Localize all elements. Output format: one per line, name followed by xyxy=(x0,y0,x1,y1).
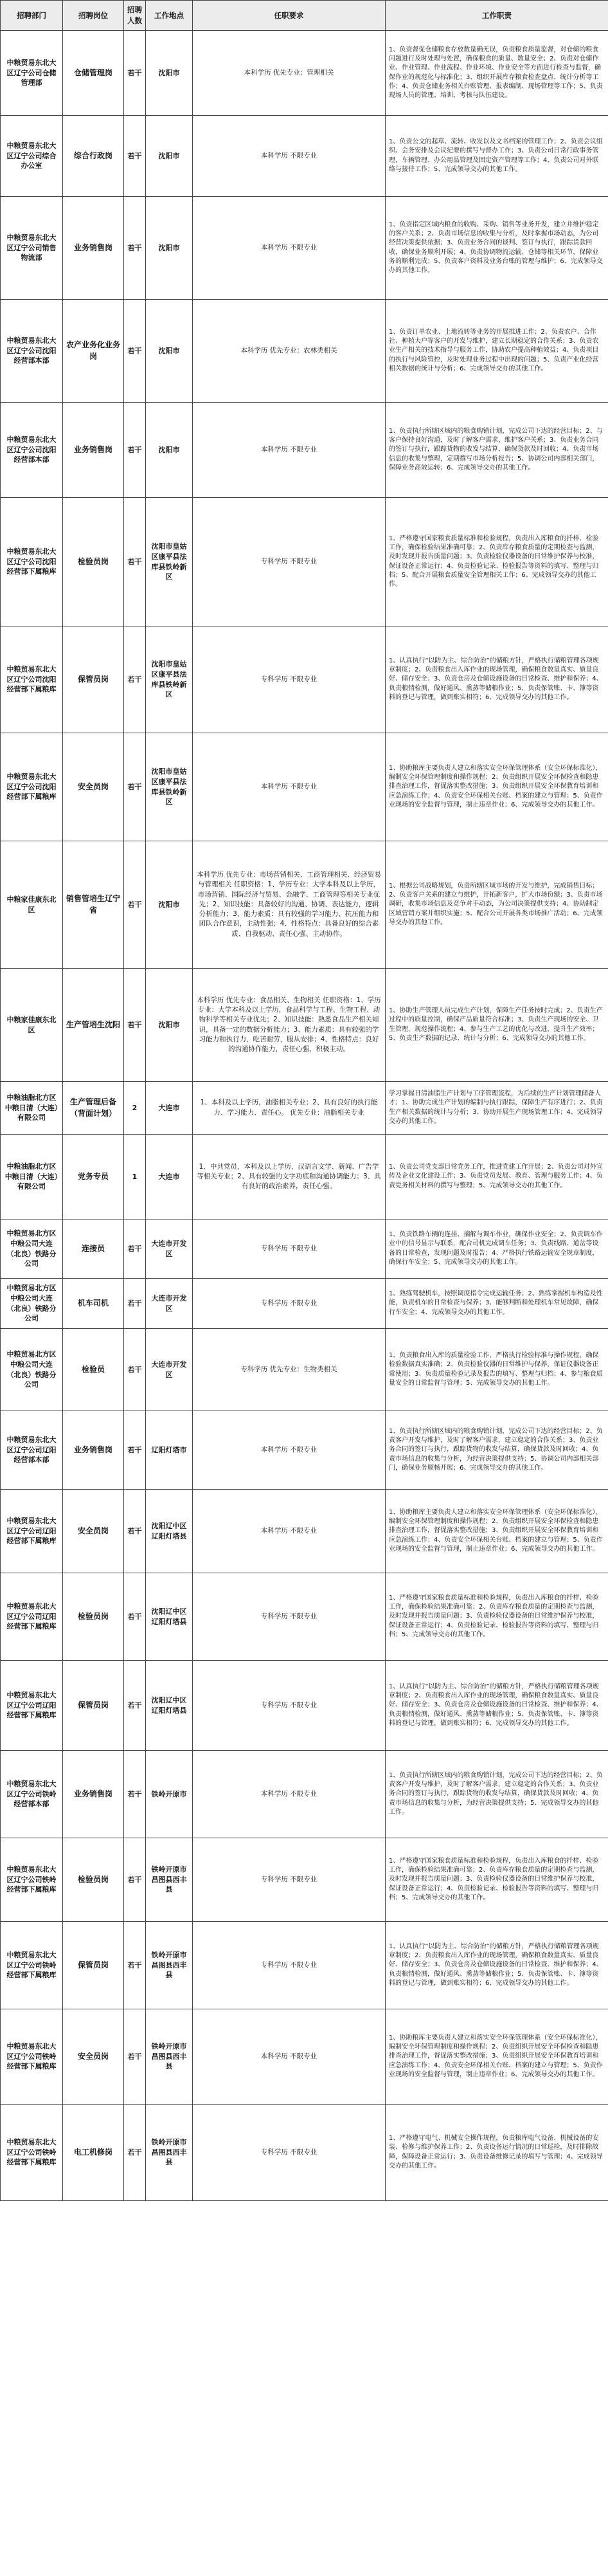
cell-req: 专科学历 不限专业 xyxy=(193,1838,386,1922)
cell-pos: 保管员岗 xyxy=(63,626,124,733)
cell-duty: 1、负责指定区域内粮食的收购、采购、销售等业务开发，建立并维护稳定的客户关系；2、负责市场信息的收集与分析，及时掌握市场动态，为公司经营决策提供依据；3、负责业务合同的谈判、签订与执行，跟踪货款回收，确保业务顺利开展；4、负责协调物流运输、仓储等相关环节，保障业务的顺利完成；5、负责客户资料及业务台账的管理与维护；6、完成领导交办的其他工作。 xyxy=(386,197,608,300)
cell-req: 本科学历 不限专业 xyxy=(193,403,386,498)
table-row xyxy=(1,1751,608,1838)
cell-pos: 保管员岗 xyxy=(63,1661,124,1751)
cell-dept: 中粮贸易东北大区辽宁公司铁岭经营部下属粮库 xyxy=(1,2105,63,2201)
header-location: 工作地点 xyxy=(146,1,193,31)
cell-loc: 沈阳辽中区辽阳灯塔县 xyxy=(146,1661,193,1751)
table-row xyxy=(1,2009,608,2105)
table-row xyxy=(1,197,608,300)
cell-dept: 中粮贸易北方区中粮公司大连（北良）铁路分公司 xyxy=(1,1329,63,1411)
cell-num: 若干 xyxy=(124,1490,146,1573)
cell-dept: 中粮贸易北方区中粮公司大连（北良）铁路分公司 xyxy=(1,1219,63,1279)
cell-dept: 中粮贸易东北大区辽宁公司仓储管理部 xyxy=(1,31,63,116)
table-row xyxy=(1,1279,608,1329)
cell-loc: 沈阳市皇姑区康平县法库县铁岭新区 xyxy=(146,498,193,626)
cell-req: 专科学历 不限专业 xyxy=(193,1219,386,1279)
cell-req: 本科学历 不限专业 xyxy=(193,733,386,841)
cell-req: 专科学历 不限专业 xyxy=(193,498,386,626)
cell-loc: 铁岭开原市昌图县西丰县 xyxy=(146,1922,193,2009)
cell-duty: 1、认真执行“以防为主、综合防治”的储粮方针，严格执行储粮管理各项规章制度；2、负责粮食出入库作业的现场管理，确保粮食数量真实、质量良好、储存安全；3、负责仓房及仓储设施设备的日常检查、维护和保养；4、负责粮情检测，做好通风、熏蒸等储粮作业；5、负责保管账、卡、簿等资料的登记与管理，做到账实相符；6、完成领导交办的其他工作。 xyxy=(386,1661,608,1751)
cell-loc: 大连市开发区 xyxy=(146,1279,193,1329)
cell-num: 若干 xyxy=(124,1411,146,1490)
cell-duty: 1、负责执行所辖区域内的粮食购销计划，完成公司下达的经营目标；2、与客户保持良好沟通，及时了解客户需求，维护客户关系；3、负责业务合同的签订与执行，跟踪货物的收发与结算，确保货款及时回收；4、负责市场信息的收集与整理，定期撰写市场分析报告；5、协调公司内部相关部门，保障业务高效运转；6、完成领导交办的其他工作。 xyxy=(386,403,608,498)
cell-duty: 1、负责公司党支部日常党务工作，推进党建工作开展；2、负责公司对外宣传及企业文化建设工作；3、负责党员发展、教育、管理与服务工作；4、负责党务相关材料的撰写与整理；5、完成领导交办的其他工作。 xyxy=(386,1135,608,1219)
cell-req: 专科学历 不限专业 xyxy=(193,2105,386,2201)
cell-loc: 沈阳市 xyxy=(146,31,193,116)
table-row xyxy=(1,1219,608,1279)
cell-num: 若干 xyxy=(124,1751,146,1838)
cell-duty: 学习掌握日清油脂生产计划与工序管理流程，为后续的生产计划管理储备人才；1、协助完成生产计划的编制与执行跟踪，保障生产有序进行；2、负责生产相关数据的统计与分析；3、协助开展生产现场管理工作；4、完成领导交办的其他工作。 xyxy=(386,1082,608,1135)
cell-duty: 1、严格遵守国家粮食质量标准和检验规程，负责出入库粮食的扦样、检验工作，确保检验结果准确可靠；2、负责库存粮食质量的定期检查与监测，及时发现并报告质量问题；3、负责检验仪器设备的日常维护保养与校准，保证设备正常运行；4、负责检验记录、检验报告等资料的填写、整理与归档；5、完成领导交办的其他工作。 xyxy=(386,1573,608,1661)
cell-duty: 1、协助粮库主要负责人建立和落实安全环保管理体系（安全环保标准化），编制安全环保管理制度和操作规程；2、负责组织开展安全环保检查和隐患排查治理工作，督促落实整改措施；3、负责组织开展安全环保教育培训和应急演练工作；4、负责安全环保相关台账、档案的建立与管理；5、负责作业现场的安全监督与管理，制止违章作业；6、完成领导交办的其他工作。 xyxy=(386,733,608,841)
cell-duty: 1、负责执行所辖区域内的粮食购销计划，完成公司下达的经营目标；2、负责客户开发与维护，及时了解客户需求，建立稳定的合作关系；3、负责业务合同的签订与执行，跟踪货物的收发与结算，确保货款及时回收；4、负责市场信息的收集与分析，为经营决策提供支持；5、完成领导交办的其他工作。 xyxy=(386,1751,608,1838)
cell-dept: 中粮贸易东北大区辽宁公司辽阳经营部下属粮库 xyxy=(1,1661,63,1751)
cell-num: 若干 xyxy=(124,733,146,841)
cell-duty: 1、负责公文的起草、流转、收发以及文书档案的管理工作；2、负责会议组织、会务安排及会议纪要的撰写与督办工作；3、负责公司日常行政事务管理，车辆管理、办公用品管理及固定资产管理等工作；4、负责公司对外联络与接待工作；5、完成领导交办的其他工作。 xyxy=(386,116,608,197)
cell-loc: 沈阳市 xyxy=(146,116,193,197)
cell-loc: 沈阳市皇姑区康平县法库县铁岭新区 xyxy=(146,626,193,733)
table-row xyxy=(1,1661,608,1751)
cell-dept: 中粮贸易东北大区辽宁公司沈阳经营部下属粮库 xyxy=(1,733,63,841)
cell-dept: 中粮家佳康东北区 xyxy=(1,969,63,1082)
cell-req: 本科学历 不限专业 xyxy=(193,1490,386,1573)
cell-duty: 1、认真执行“以防为主、综合防治”的储粮方针，严格执行储粮管理各项规章制度；2、负责粮食出入库作业的现场管理，确保粮食数量真实、质量良好、储存安全；3、负责仓房及仓储设施设备的日常检查、维护和保养；4、负责粮情检测，做好通风、熏蒸等储粮作业；5、负责保管账、卡、簿等资料的登记与管理，做到账实相符；6、完成领导交办的其他工作。 xyxy=(386,1922,608,2009)
table-header-row xyxy=(1,1,608,31)
table-row xyxy=(1,1135,608,1219)
cell-num: 若干 xyxy=(124,31,146,116)
cell-num: 若干 xyxy=(124,2105,146,2201)
cell-pos: 安全员岗 xyxy=(63,733,124,841)
table-row xyxy=(1,31,608,116)
cell-req: 专科学历 不限专业 xyxy=(193,1661,386,1751)
table-row xyxy=(1,1838,608,1922)
cell-num: 若干 xyxy=(124,498,146,626)
cell-loc: 铁岭开原市 xyxy=(146,1751,193,1838)
cell-num: 若干 xyxy=(124,197,146,300)
header-dept: 招聘部门 xyxy=(1,1,63,31)
cell-dept: 中粮贸易东北大区辽宁公司沈阳经营部本部 xyxy=(1,403,63,498)
table-row xyxy=(1,969,608,1082)
cell-loc: 大连市开发区 xyxy=(146,1219,193,1279)
cell-duty: 1、认真执行“以防为主、综合防治”的储粮方针，严格执行储粮管理各项规章制度；2、负责粮食出入库作业的现场管理，确保粮食数量真实、质量良好、储存安全；3、负责仓房及仓储设施设备的日常检查、维护和保养；4、负责粮情检测，做好通风、熏蒸等储粮作业；5、负责保管账、卡、簿等资料的登记与管理，做到账实相符；6、完成领导交办的其他工作。 xyxy=(386,626,608,733)
cell-req: 专科学历 优先专业：生物类相关 xyxy=(193,1329,386,1411)
cell-loc: 大连市 xyxy=(146,1082,193,1135)
cell-pos: 保管员岗 xyxy=(63,1922,124,2009)
cell-duty: 1、根据公司战略规划，负责所辖区域市场的开发与维护，完成销售目标；2、负责客户关系的建立与维护，开拓新客户，扩大市场份额；3、负责市场调研，收集市场信息及竞争对手动态，为公司决策提供支持；4、协助制定区域营销方案并组织实施；5、配合公司开展各类市场推广活动；6、完成领导交办的其他工作。 xyxy=(386,841,608,969)
cell-duty: 1、协助生产管理人员完成生产计划，保障生产任务按时完成；2、负责生产过程中的质量控制，确保产品质量符合标准；3、负责生产现场的安全、卫生管理，规范操作流程；4、参与生产工艺的优化与改进，提升生产效率；5、负责生产数据的记录、统计与分析；6、完成领导交办的其他工作。 xyxy=(386,969,608,1082)
cell-req: 本科学历 优先专业：食品相关、生物相关 任职资格：1、学历专业：大学本科及以上学历，食品科学与工程、生物工程、动物科学等相关专业优先；2、知识技能：熟悉食品生产相关知识，具备一定的数据分析能力；3、能力素质：具有较强的学习能力和执行力，吃苦耐劳，服从安排；4、性格特点：良好的沟通协作能力，责任心强，积极主动。 xyxy=(193,969,386,1082)
cell-dept: 中粮贸易东北大区辽宁公司沈阳经营部本部 xyxy=(1,300,63,403)
cell-dept: 中粮贸易东北大区辽宁公司辽阳经营部本部 xyxy=(1,1411,63,1490)
header-duties: 工作职责 xyxy=(386,1,608,31)
cell-duty: 1、协助粮库主要负责人建立和落实安全环保管理体系（安全环保标准化），编制安全环保管理制度和操作规程；2、负责组织开展安全环保检查和隐患排查治理工作，督促落实整改措施；3、负责组织开展安全环保教育培训和应急演练工作；4、负责安全环保相关台账、档案的建立与管理；5、负责作业现场的安全监督与管理，制止违章作业；6、完成领导交办的其他工作。 xyxy=(386,1490,608,1573)
cell-dept: 中粮贸易东北大区辽宁公司沈阳经营部下属粮库 xyxy=(1,498,63,626)
cell-dept: 中粮贸易东北大区辽宁公司沈阳经营部下属粮库 xyxy=(1,626,63,733)
cell-loc: 铁岭开原市昌图县西丰县 xyxy=(146,1838,193,1922)
cell-loc: 沈阳市皇姑区康平县法库县铁岭新区 xyxy=(146,733,193,841)
cell-dept: 中粮贸易东北大区辽宁公司铁岭经营部下属粮库 xyxy=(1,1838,63,1922)
header-requirements: 任职要求 xyxy=(193,1,386,31)
cell-pos: 业务销售岗 xyxy=(63,1751,124,1838)
table-row xyxy=(1,403,608,498)
header-position: 招聘岗位 xyxy=(63,1,124,31)
table-row xyxy=(1,1573,608,1661)
cell-duty: 1、负责订单农业、土地流转等业务的开展推进工作；2、负责农户、合作社、种植大户等客户的开发与维护，建立长期稳定的合作关系；3、负责农业生产相关的技术指导与服务工作，协助农户提高种植效益；4、负责项目的执行与风险管控，及时处理业务过程中出现的问题；5、负责产业化经营相关数据的统计与分析；6、完成领导交办的其他工作。 xyxy=(386,300,608,403)
header-count: 招聘人数 xyxy=(124,1,146,31)
cell-num: 若干 xyxy=(124,1279,146,1329)
cell-num: 若干 xyxy=(124,1661,146,1751)
cell-num: 2 xyxy=(124,1082,146,1135)
cell-req: 本科学历 不限专业 xyxy=(193,197,386,300)
cell-duty: 1、负责执行所辖区域内的粮食购销计划，完成公司下达的经营目标；2、负责客户开发与维护，及时了解客户需求，建立稳定的合作关系；3、负责业务合同的签订与执行，跟踪货物的收发与结算，确保货款及时回收；4、负责市场信息的收集与分析，为经营决策提供支持；5、协调公司内部相关部门，确保业务顺畅开展；6、完成领导交办的其他工作。 xyxy=(386,1411,608,1490)
cell-duty: 1、严格遵守国家粮食质量标准和检验规程，负责出入库粮食的扦样、检验工作，确保检验结果准确可靠；2、负责库存粮食质量的定期检查与监测，及时发现并报告质量问题；3、负责检验仪器设备的日常维护保养与校准，保证设备正常运行；4、负责检验记录、检验报告等资料的填写、整理与归档；5、配合开展粮食质量安全管理相关工作；6、完成领导交办的其他工作。 xyxy=(386,498,608,626)
cell-req: 本科学历 不限专业 xyxy=(193,116,386,197)
cell-req: 本科学历 优先专业：管理相关 xyxy=(193,31,386,116)
cell-duty: 1、负责粮食出入库的质量检验工作，严格执行检验标准与操作规程，确保检验数据真实准确；2、负责检验仪器的日常维护与保养，保证仪器设备正常使用；3、负责质量检验记录及报告的填写、整理与归档；4、参与粮食质量安全的日常监督与管理；5、完成领导交办的其他工作。 xyxy=(386,1329,608,1411)
cell-req: 本科学历 优先专业：农林类相关 xyxy=(193,300,386,403)
cell-loc: 铁岭开原市昌图县西丰县 xyxy=(146,2009,193,2105)
cell-pos: 业务销售岗 xyxy=(63,403,124,498)
cell-req: 专科学历 不限专业 xyxy=(193,1922,386,2009)
cell-loc: 沈阳市 xyxy=(146,403,193,498)
table-row xyxy=(1,841,608,969)
cell-duty: 1、严格遵守国家粮食质量标准和检验规程，负责出入库粮食的扦样、检验工作，确保检验结果准确可靠；2、负责库存粮食质量的定期检查与监测，及时发现并报告质量问题；3、负责检验仪器设备的日常维护保养与校准，保证设备正常运行；4、负责检验记录、检验报告等资料的填写、整理与归档；5、完成领导交办的其他工作。 xyxy=(386,1838,608,1922)
cell-dept: 中粮贸易东北大区辽宁公司销售物流部 xyxy=(1,197,63,300)
cell-num: 若干 xyxy=(124,969,146,1082)
table-row xyxy=(1,1490,608,1573)
cell-req: 专科学历 不限专业 xyxy=(193,626,386,733)
cell-num: 若干 xyxy=(124,841,146,969)
cell-loc: 辽阳灯塔市 xyxy=(146,1411,193,1490)
cell-num: 若干 xyxy=(124,1838,146,1922)
cell-loc: 铁岭开原市昌图县西丰县 xyxy=(146,2105,193,2201)
cell-pos: 安全员岗 xyxy=(63,1490,124,1573)
cell-dept: 中粮贸易北方区中粮公司大连（北良）铁路分公司 xyxy=(1,1279,63,1329)
cell-pos: 综合行政岗 xyxy=(63,116,124,197)
table-row xyxy=(1,1411,608,1490)
cell-num: 若干 xyxy=(124,116,146,197)
cell-pos: 党务专员 xyxy=(63,1135,124,1219)
cell-duty: 1、负责铁路车辆的连挂、摘解与调车作业，确保作业安全；2、负责调车作业中的信号显示与联系，配合司机完成调车任务；3、负责线路、道岔等设备的日常检查，发现问题及时报告；4、严格执行铁路运输安全规章制度，确保行车安全；5、完成领导交办的其他工作。 xyxy=(386,1219,608,1279)
cell-loc: 沈阳市 xyxy=(146,197,193,300)
cell-pos: 销售管培生辽宁省 xyxy=(63,841,124,969)
cell-num: 若干 xyxy=(124,1573,146,1661)
cell-req: 本科学历 不限专业 xyxy=(193,1411,386,1490)
cell-pos: 生产管理后备（背面计划） xyxy=(63,1082,124,1135)
cell-loc: 沈阳市 xyxy=(146,841,193,969)
cell-pos: 检验员岗 xyxy=(63,498,124,626)
cell-pos: 检验员岗 xyxy=(63,1573,124,1661)
cell-req: 1、中共党员，本科及以上学历，汉语言文学、新闻、广告学等相关专业；2、具有较强的文字功底和沟通协调能力；3、具有良好的政治素养，责任心强。 xyxy=(193,1135,386,1219)
cell-pos: 农产业务化业务岗 xyxy=(63,300,124,403)
cell-pos: 仓储管理岗 xyxy=(63,31,124,116)
cell-req: 专科学历 不限专业 xyxy=(193,1573,386,1661)
cell-dept: 中粮贸易东北大区辽宁公司铁岭经营部下属粮库 xyxy=(1,1922,63,2009)
cell-duty: 1、负责督促仓储粮食存放数量确无误，负责粮食质量监督，对仓储的粮食问题进行及时处理与处置，确保粮食的质量、数量安全；2、负责对仓储作业、作业管理、作业流程、作业环境、作业安全等方面进行检查与监督，确保作业的规范化与标准化；3、组织开展库存粮食检查盘点、统计分析等工作；4、负责仓储业务相关台账管理、报表编制、现场管理等工作；5、负责现场人员的管理、培训、考核与队伍建设。 xyxy=(386,31,608,116)
cell-num: 若干 xyxy=(124,300,146,403)
cell-pos: 业务销售岗 xyxy=(63,1411,124,1490)
cell-loc: 沈阳市 xyxy=(146,300,193,403)
cell-num: 若干 xyxy=(124,2009,146,2105)
cell-req: 本科学历 不限专业 xyxy=(193,2009,386,2105)
table-row xyxy=(1,626,608,733)
table-row xyxy=(1,1329,608,1411)
table-row xyxy=(1,300,608,403)
cell-num: 若干 xyxy=(124,626,146,733)
table-row xyxy=(1,1082,608,1135)
cell-pos: 机车司机 xyxy=(63,1279,124,1329)
cell-pos: 生产管培生沈阳 xyxy=(63,969,124,1082)
cell-req: 本科学历 优先专业：市场营销相关、工商管理相关、经济贸易与管理相关 任职资格：1、学历专业：大学本科及以上学历，市场营销、国际经济与贸易、金融学、工商管理等相关专业优先；2、知识技能：具备较好的沟通、协调、表达能力，逻辑分析能力；3、能力素质：具有较强的学习能力、抗压能力和团队合作意识，主动性强；4、性格特点：具备良好的综合素质、自我驱动、责任心强、主动协作。 xyxy=(193,841,386,969)
cell-num: 若干 xyxy=(124,1329,146,1411)
cell-pos: 电工机修岗 xyxy=(63,2105,124,2201)
cell-pos: 检验员 xyxy=(63,1329,124,1411)
cell-duty: 1、熟练驾驶机车，按照调度指令完成运输任务；2、熟练掌握机车构造及性能，负责机车的日常检查与保养；3、能够判断和处理机车常见故障，确保行车安全；4、完成领导交办的其他工作。 xyxy=(386,1279,608,1329)
table-row xyxy=(1,2105,608,2201)
cell-dept: 中粮贸易东北大区辽宁公司辽阳经营部下属粮库 xyxy=(1,1490,63,1573)
cell-dept: 中粮油脂北方区中粮日清（大连）有限公司 xyxy=(1,1082,63,1135)
cell-duty: 1、协助粮库主要负责人建立和落实安全环保管理体系（安全环保标准化），编制安全环保管理制度和操作规程；2、负责组织开展安全环保检查和隐患排查治理工作，督促落实整改措施；3、负责组织开展安全环保教育培训和应急演练工作；4、负责安全环保相关台账、档案的建立与管理；5、负责作业现场的安全监督与管理，制止违章作业；6、完成领导交办的其他工作。 xyxy=(386,2009,608,2105)
cell-req: 本科学历 不限专业 xyxy=(193,1751,386,1838)
table-row xyxy=(1,733,608,841)
cell-num: 若干 xyxy=(124,1922,146,2009)
cell-dept: 中粮油脂北方区中粮日清（大连）有限公司 xyxy=(1,1135,63,1219)
cell-pos: 安全员岗 xyxy=(63,2009,124,2105)
cell-dept: 中粮贸易东北大区辽宁公司辽阳经营部下属粮库 xyxy=(1,1573,63,1661)
cell-req: 专科学历 不限专业 xyxy=(193,1279,386,1329)
table-row xyxy=(1,498,608,626)
cell-loc: 大连市 xyxy=(146,1135,193,1219)
cell-req: 1、本科及以上学历，油脂相关专业；2、具有良好的执行能力、学习能力、责任心。 优先专业：油脂相关专业 xyxy=(193,1082,386,1135)
cell-num: 若干 xyxy=(124,403,146,498)
cell-loc: 大连市开发区 xyxy=(146,1329,193,1411)
cell-loc: 沈阳辽中区辽阳灯塔县 xyxy=(146,1573,193,1661)
cell-pos: 业务销售岗 xyxy=(63,197,124,300)
cell-num: 若干 xyxy=(124,1219,146,1279)
cell-pos: 连接员 xyxy=(63,1219,124,1279)
cell-duty: 1、严格遵守电气、机械安全操作规程，负责粮库电气设备、机械设备的安装、检修与维护保养工作；2、负责设备运行情况的日常巡检，及时排除故障，保障设备正常运行；3、负责设备维修记录的填写与管理；4、完成领导交办的其他工作。 xyxy=(386,2105,608,2201)
cell-num: 1 xyxy=(124,1135,146,1219)
table-row xyxy=(1,1922,608,2009)
table-row xyxy=(1,116,608,197)
cell-pos: 检验员岗 xyxy=(63,1838,124,1922)
cell-loc: 沈阳辽中区辽阳灯塔县 xyxy=(146,1490,193,1573)
cell-dept: 中粮贸易东北大区辽宁公司铁岭经营部下属粮库 xyxy=(1,2009,63,2105)
cell-dept: 中粮贸易东北大区辽宁公司铁岭经营部本部 xyxy=(1,1751,63,1838)
cell-dept: 中粮家佳康东北区 xyxy=(1,841,63,969)
cell-dept: 中粮贸易东北大区辽宁公司综合办公室 xyxy=(1,116,63,197)
cell-loc: 沈阳市 xyxy=(146,969,193,1082)
